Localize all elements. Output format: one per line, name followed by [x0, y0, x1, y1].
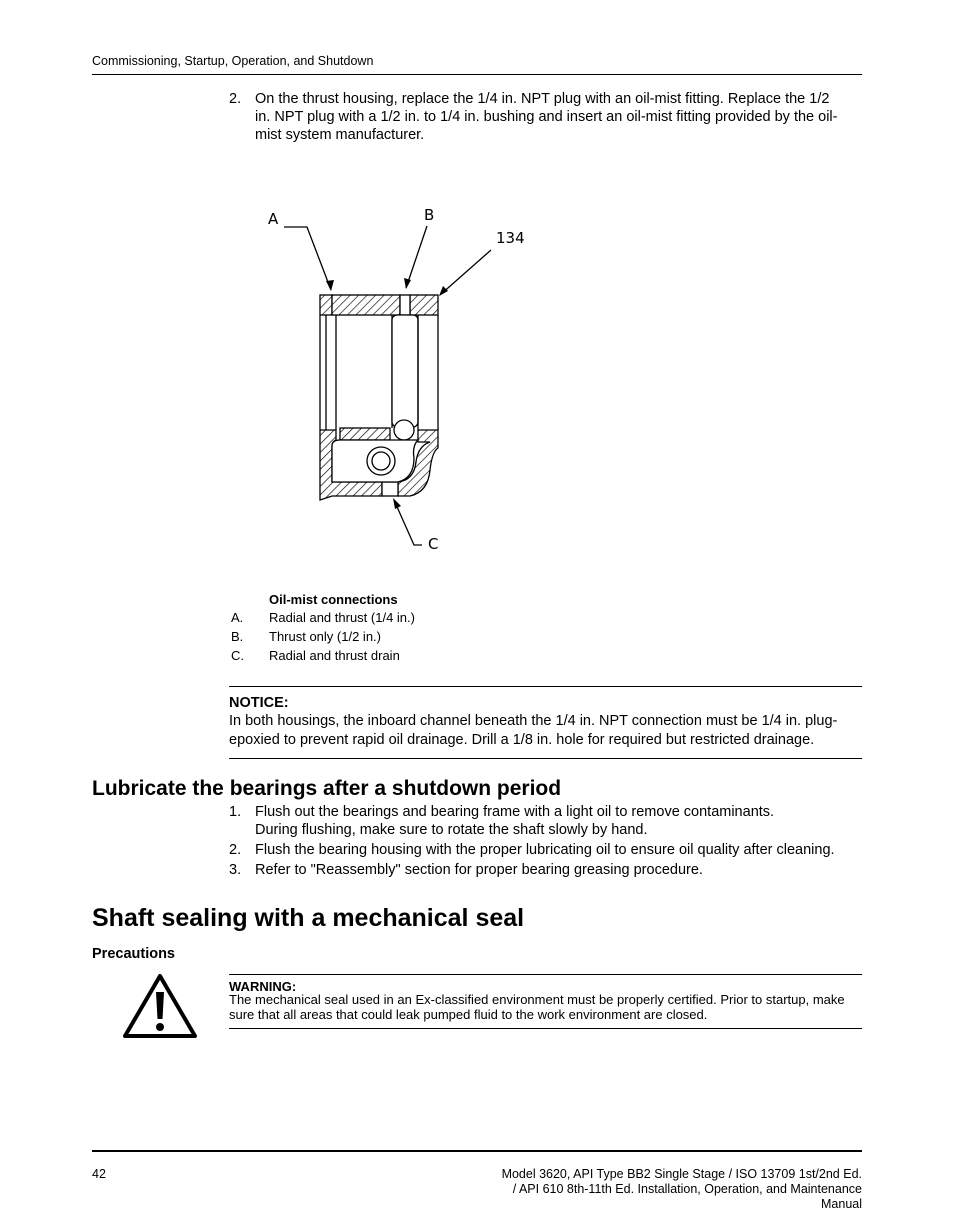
step-text-line1: Flush out the bearings and bearing frame with a light oil to remove contaminants. — [255, 804, 775, 820]
caption-key: B. — [231, 629, 244, 644]
lubricate-heading: Lubricate the bearings after a shutdown period — [92, 777, 562, 800]
fitting-inner — [372, 452, 390, 470]
label-a: A — [268, 210, 279, 228]
running-header: Commissioning, Startup, Operation, and Shutdown — [92, 54, 374, 68]
footer-rule — [92, 1150, 862, 1152]
caption-item — [0, 629, 954, 647]
housing-outline — [284, 226, 491, 545]
port-b — [400, 295, 410, 315]
step-number: 1. — [229, 804, 242, 820]
step-text-line1: Refer to "Reassembly" section for proper bearing greasing procedure. — [255, 862, 703, 878]
top-band-mid — [332, 295, 400, 315]
step-text-line1: Flush the bearing housing with the proper lubricating oil to ensure oil quality after cleaning. — [255, 842, 835, 858]
step-number: 2. — [229, 842, 242, 858]
label-c: C — [428, 535, 439, 553]
header-rule — [92, 74, 862, 75]
drain-c — [382, 482, 398, 496]
step-text-line3: mist system manufacturer. — [255, 127, 425, 143]
leader-134 — [440, 250, 491, 295]
caption-item — [0, 648, 954, 666]
step-text-line1: On the thrust housing, replace the 1/4 in. NPT plug with an oil-mist fitting. Replace the 1/2 — [255, 91, 830, 107]
warning-text: The mechanical seal used in an Ex-classified environment must be properly certified. Prior to startup, make sure that all areas that could leak pumped fluid to the work environment are closed. — [229, 992, 845, 1022]
oil-mist-diagram — [255, 200, 545, 560]
step-text-line2: in. NPT plug with a 1/2 in. to 1/4 in. bushing and insert an oil-mist fitting provided by the oil- — [255, 109, 838, 125]
notice-label: NOTICE: — [229, 695, 289, 711]
caption-key: A. — [231, 610, 244, 625]
step-number: 2. — [229, 91, 242, 107]
oil-mist-step — [0, 90, 954, 150]
shaft-heading: Shaft sealing with a mechanical seal — [92, 904, 525, 932]
top-band-right — [410, 295, 438, 315]
bearing-race — [392, 315, 418, 427]
lubricate-step — [0, 803, 954, 841]
caption-key: C. — [231, 648, 244, 663]
label-134: 134 — [496, 229, 525, 247]
notice-rule-top — [229, 686, 862, 687]
warning-triangle-icon — [122, 972, 198, 1040]
caption-item — [0, 610, 954, 628]
caption-title: Oil-mist connections — [269, 592, 398, 607]
page-number: 42 — [92, 1167, 106, 1181]
warning-label: WARNING: — [229, 979, 297, 994]
notice-text: In both housings, the inboard channel beneath the 1/4 in. NPT connection must be 1/4 in. plug-epoxied to prevent rapid oil drainage. Drill a 1/8 in. hole for required but restricted drainage. — [229, 713, 838, 748]
oil-port-upper — [394, 420, 414, 440]
leader-a — [284, 227, 331, 290]
caption-text: Radial and thrust (1/4 in.) — [269, 610, 415, 625]
top-band-left — [320, 295, 332, 315]
mid-strip — [340, 428, 390, 440]
warning-rule-top — [229, 974, 862, 975]
label-b: B — [424, 206, 435, 224]
step-text-line2: During flushing, make sure to rotate the shaft slowly by hand. — [255, 822, 648, 838]
lubricate-step — [0, 861, 954, 879]
leader-b — [406, 226, 427, 288]
notice-rule-bottom — [229, 758, 862, 759]
step-number: 3. — [229, 862, 242, 878]
lubricate-step — [0, 841, 954, 859]
caption-text: Radial and thrust drain — [269, 648, 400, 663]
warning-rule-bottom — [229, 1028, 862, 1029]
caption-text: Thrust only (1/2 in.) — [269, 629, 381, 644]
precautions-subheading: Precautions — [92, 946, 175, 962]
footer-manual-title: Model 3620, API Type BB2 Single Stage / ISO 13709 1st/2nd Ed. / API 610 8th-11th Ed. Installation, Operation, and Maintenance Manual — [501, 1167, 862, 1211]
